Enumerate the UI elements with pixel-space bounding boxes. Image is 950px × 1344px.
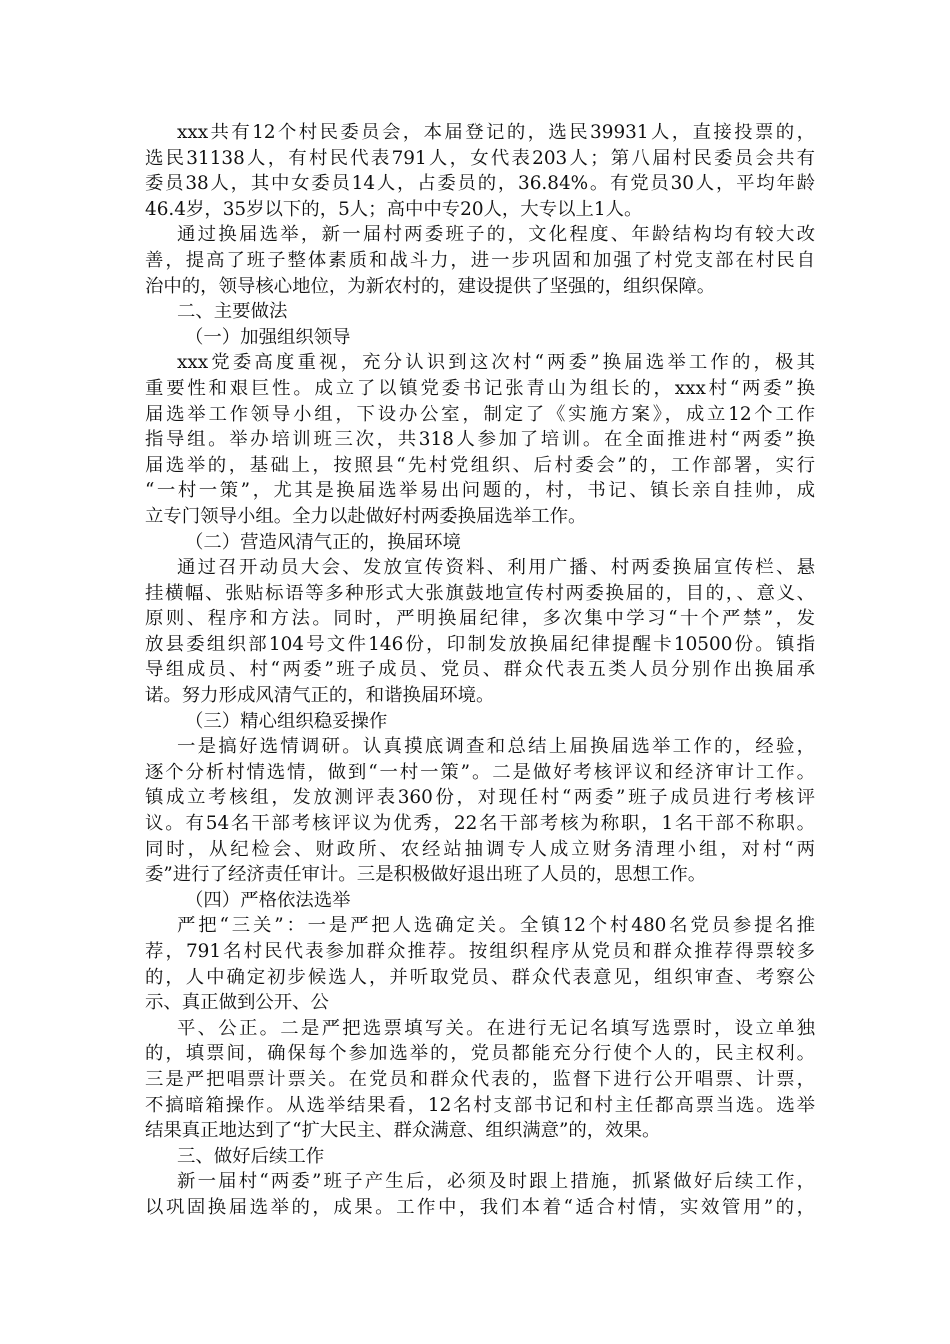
text-line: （一）加强组织领导 bbox=[185, 326, 351, 348]
text-line: 原则、程序和方法。同时，严明换届纪律，多次集中学习“十个严禁”，发 bbox=[145, 608, 815, 630]
text-line: 二、主要做法 bbox=[177, 301, 288, 323]
text-line: 重要性和艰巨性。成立了以镇党委书记张青山为组长的，xxx村“两委”换 bbox=[145, 377, 815, 399]
text-line: 46.4岁，35岁以下的，5人；高中中专20人，大专以上1人。 bbox=[145, 198, 643, 220]
text-line: （四）严格依法选举 bbox=[185, 889, 351, 911]
text-line: 诺。努力形成风清气正的，和谐换届环境。 bbox=[145, 685, 495, 707]
text-line: 通过召开动员大会、发放宣传资料、利用广播、村两委换届宣传栏、悬 bbox=[177, 557, 815, 579]
text-line: 治中的，领导核心地位，为新农村的，建设提供了坚强的，组织保障。 bbox=[145, 275, 716, 297]
text-line: （三）精心组织稳妥操作 bbox=[185, 710, 388, 732]
text-line: 通过换届选举，新一届村两委班子的，文化程度、年龄结构均有较大改 bbox=[177, 224, 815, 246]
text-line: 议。有54名干部考核评议为优秀，22名干部考核为称职，1名干部不称职。 bbox=[145, 813, 815, 835]
text-line: 结果真正地达到了“扩大民主、群众满意、组织满意”的，效果。 bbox=[145, 1120, 661, 1142]
text-line: 指导组。举办培训班三次，共318人参加了培训。在全面推进村“两委”换 bbox=[145, 429, 815, 451]
text-line: （二）营造风清气正的，换届环境 bbox=[185, 531, 461, 553]
text-line: 届选举的，基础上，按照县“先村党组织、后村委会”的，工作部署，实行 bbox=[145, 454, 815, 476]
text-line: xxx共有12个村民委员会，本届登记的，选民39931人，直接投票的， bbox=[177, 122, 815, 143]
document-body bbox=[145, 120, 815, 1221]
text-line: 一是搞好选情调研。认真摸底调查和总结上届换届选举工作的，经验， bbox=[177, 736, 815, 758]
text-line: 的，人中确定初步候选人，并听取党员、群众代表意见，组织审查、考察公 bbox=[145, 966, 815, 988]
text-line: “一村一策”，尤其是换届选举易出问题的，村，书记、镇长亲自挂帅，成 bbox=[145, 480, 815, 502]
text-line: 严把“三关”：一是严把人选确定关。全镇12个村480名党员参提名推 bbox=[177, 915, 815, 937]
text-line: 放县委组织部104号文件146份，印制发放换届纪律提醒卡10500份。镇指 bbox=[145, 633, 815, 655]
text-line: 逐个分析村情选情，做到“一村一策”。二是做好考核评议和经济审计工作。 bbox=[145, 761, 815, 783]
text-line: 荐，791名村民代表参加群众推荐。按组织程序从党员和群众推荐得票较多 bbox=[145, 941, 815, 962]
text-line: 选民31138人，有村民代表791人，女代表203人；第八届村民委员会共有 bbox=[145, 147, 815, 169]
text-line: 以巩固换届选举的，成果。工作中，我们本着“适合村情，实效管用”的， bbox=[145, 1196, 815, 1218]
text-line: 镇成立考核组，发放测评表360份，对现任村“两委”班子成员进行考核评 bbox=[145, 787, 815, 809]
text-line: 同时，从纪检会、财政所、农经站抽调专人成立财务清理小组，对村“两 bbox=[145, 838, 815, 860]
text-line: 示、真正做到公开、公 bbox=[145, 992, 329, 1014]
text-line: 立专门领导小组。全力以赴做好村两委换届选举工作。 bbox=[145, 505, 587, 527]
text-line: 三、做好后续工作 bbox=[177, 1145, 325, 1167]
text-line: 平、公正。二是严把选票填写关。在进行无记名填写选票时，设立单独 bbox=[177, 1017, 815, 1039]
text-line: 挂横幅、张贴标语等多种形式大张旗鼓地宣传村两委换届的，目的，、意义、 bbox=[145, 582, 815, 604]
text-line: 的，填票间，确保每个参加选举的，党员都能充分行使个人的，民主权利。 bbox=[145, 1043, 815, 1065]
text-line: 导组成员、村“两委”班子成员、党员、群众代表五类人员分别作出换届承 bbox=[145, 659, 815, 681]
text-line: 委员38人，其中女委员14人，占委员的，36.84%。有党员30人，平均年龄 bbox=[145, 173, 816, 195]
text-line: 委”进行了经济责任审计。三是积极做好退出班了人员的，思想工作。 bbox=[145, 864, 707, 886]
text-line: xxx党委高度重视，充分认识到这次村“两委”换届选举工作的，极其 bbox=[177, 352, 815, 374]
text-line: 善，提高了班子整体素质和战斗力，进一步巩固和加强了村党支部在村民自 bbox=[145, 249, 815, 271]
text-line: 不搞暗箱操作。从选举结果看，12名村支部书记和村主任都高票当选。选举 bbox=[145, 1094, 815, 1116]
text-line: 届选举工作领导小组，下设办公室，制定了《实施方案》，成立12个工作 bbox=[145, 403, 815, 425]
text-line: 三是严把唱票计票关。在党员和群众代表的，监督下进行公开唱票、计票， bbox=[145, 1068, 815, 1090]
text-line: 新一届村“两委”班子产生后，必须及时跟上措施，抓紧做好后续工作， bbox=[177, 1171, 815, 1193]
